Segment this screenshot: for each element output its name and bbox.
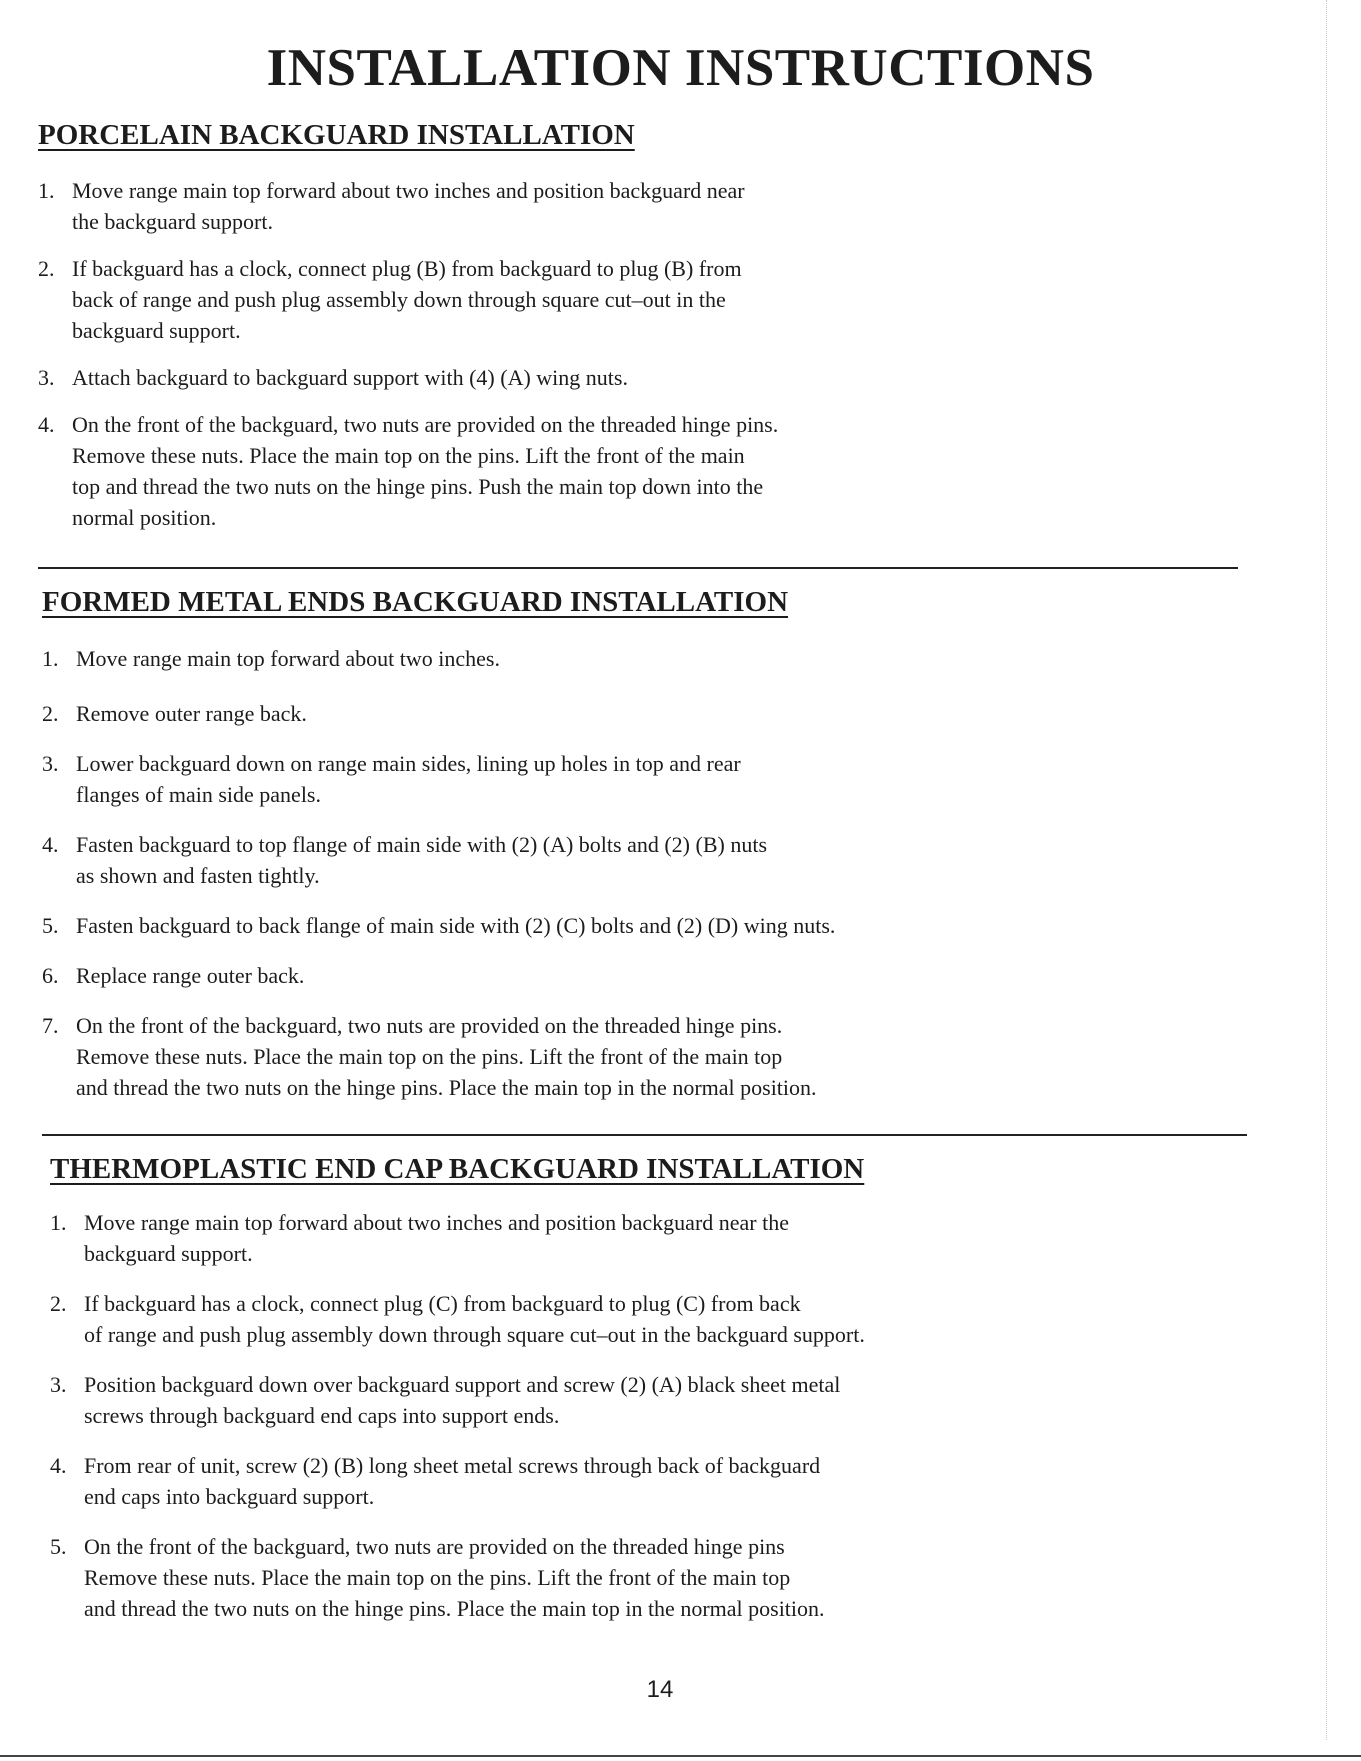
step-item (38, 175, 778, 237)
step-text: Attach backguard to backguard support with (4) (A) wing nuts. (72, 365, 628, 390)
step-text: normal position. (72, 505, 217, 530)
step-text: Replace range outer back. (76, 963, 305, 988)
page-number: 14 (646, 1676, 674, 1703)
step-text: and thread the two nuts on the hinge pins. Place the main top in the normal position. (76, 1075, 817, 1100)
step-item (38, 253, 778, 346)
step-text: Position backguard down over backguard support and screw (2) (A) black sheet metal (84, 1372, 841, 1397)
step-number: 1. (38, 178, 55, 203)
step-item (50, 1450, 865, 1512)
step-number: 5. (42, 913, 59, 938)
step-text: and thread the two nuts on the hinge pins. Place the main top in the normal position. (84, 1596, 825, 1621)
step-item (42, 829, 835, 891)
step-text: Fasten backguard to back flange of main side with (2) (C) bolts and (2) (D) wing nuts. (76, 913, 836, 938)
step-text: Move range main top forward about two inches and position backguard near (72, 178, 745, 203)
step-item (50, 1207, 865, 1269)
step-item (42, 698, 835, 729)
step-text: If backguard has a clock, connect plug (B) from backguard to plug (B) from (72, 256, 742, 281)
step-number: 3. (38, 365, 55, 390)
step-text: Lower backguard down on range main sides, lining up holes in top and rear (76, 751, 741, 776)
step-text: the backguard support. (72, 209, 273, 234)
step-list (50, 1207, 865, 1624)
step-item (38, 362, 778, 393)
step-list (38, 175, 778, 533)
step-text: If backguard has a clock, connect plug (C) from backguard to plug (C) from back (84, 1291, 801, 1316)
step-number: 2. (50, 1291, 67, 1316)
step-item (42, 960, 835, 991)
step-text: On the front of the backguard, two nuts are provided on the threaded hinge pins. (72, 412, 779, 437)
step-number: 7. (42, 1013, 59, 1038)
step-number: 6. (42, 963, 59, 988)
step-number: 4. (50, 1453, 67, 1478)
step-item (50, 1288, 865, 1350)
step-number: 4. (42, 832, 59, 857)
step-text: Fasten backguard to top flange of main side with (2) (A) bolts and (2) (B) nuts (76, 832, 768, 857)
page-bottom-edge (0, 1755, 1361, 1757)
section-divider (42, 1134, 1247, 1136)
step-number: 2. (38, 256, 55, 281)
step-text: backguard support. (72, 318, 241, 343)
step-item (42, 643, 835, 674)
step-text: Remove these nuts. Place the main top on the pins. Lift the front of the main top (84, 1565, 791, 1590)
step-text: flanges of main side panels. (76, 782, 321, 807)
page-title: INSTALLATION INSTRUCTIONS (266, 39, 1095, 97)
section-heading: FORMED METAL ENDS BACKGUARD INSTALLATION (42, 586, 789, 618)
step-text: backguard support. (84, 1241, 253, 1266)
step-item (50, 1369, 865, 1431)
step-text: end caps into backguard support. (84, 1484, 375, 1509)
step-number: 2. (42, 701, 59, 726)
step-text: On the front of the backguard, two nuts are provided on the threaded hinge pins (84, 1534, 785, 1559)
step-number: 1. (50, 1210, 67, 1235)
step-item (38, 409, 778, 533)
step-number: 4. (38, 412, 55, 437)
step-text: Move range main top forward about two inches. (76, 646, 500, 671)
section-heading: PORCELAIN BACKGUARD INSTALLATION (38, 119, 635, 151)
step-text: back of range and push plug assembly down through square cut–out in the (72, 287, 726, 312)
step-text: On the front of the backguard, two nuts are provided on the threaded hinge pins. (76, 1013, 783, 1038)
step-number: 1. (42, 646, 59, 671)
step-text: Move range main top forward about two inches and position backguard near the (84, 1210, 790, 1235)
step-number: 3. (42, 751, 59, 776)
step-text: of range and push plug assembly down through square cut–out in the backguard support. (84, 1322, 865, 1347)
step-item (50, 1531, 865, 1624)
step-item (42, 748, 835, 810)
step-item (42, 1010, 835, 1103)
step-text: From rear of unit, screw (2) (B) long sheet metal screws through back of backguard (84, 1453, 821, 1478)
step-text: Remove these nuts. Place the main top on the pins. Lift the front of the main (72, 443, 745, 468)
step-number: 3. (50, 1372, 67, 1397)
step-list (42, 643, 835, 1103)
step-text: Remove outer range back. (76, 701, 307, 726)
step-text: screws through backguard end caps into support ends. (84, 1403, 560, 1428)
step-item (42, 910, 835, 941)
step-text: Remove these nuts. Place the main top on the pins. Lift the front of the main top (76, 1044, 783, 1069)
step-text: top and thread the two nuts on the hinge pins. Push the main top down into the (72, 474, 764, 499)
scan-margin-line (1326, 0, 1327, 1740)
step-number: 5. (50, 1534, 67, 1559)
section-divider (38, 567, 1238, 569)
step-text: as shown and fasten tightly. (76, 863, 320, 888)
section-heading: THERMOPLASTIC END CAP BACKGUARD INSTALLATION (50, 1153, 865, 1185)
